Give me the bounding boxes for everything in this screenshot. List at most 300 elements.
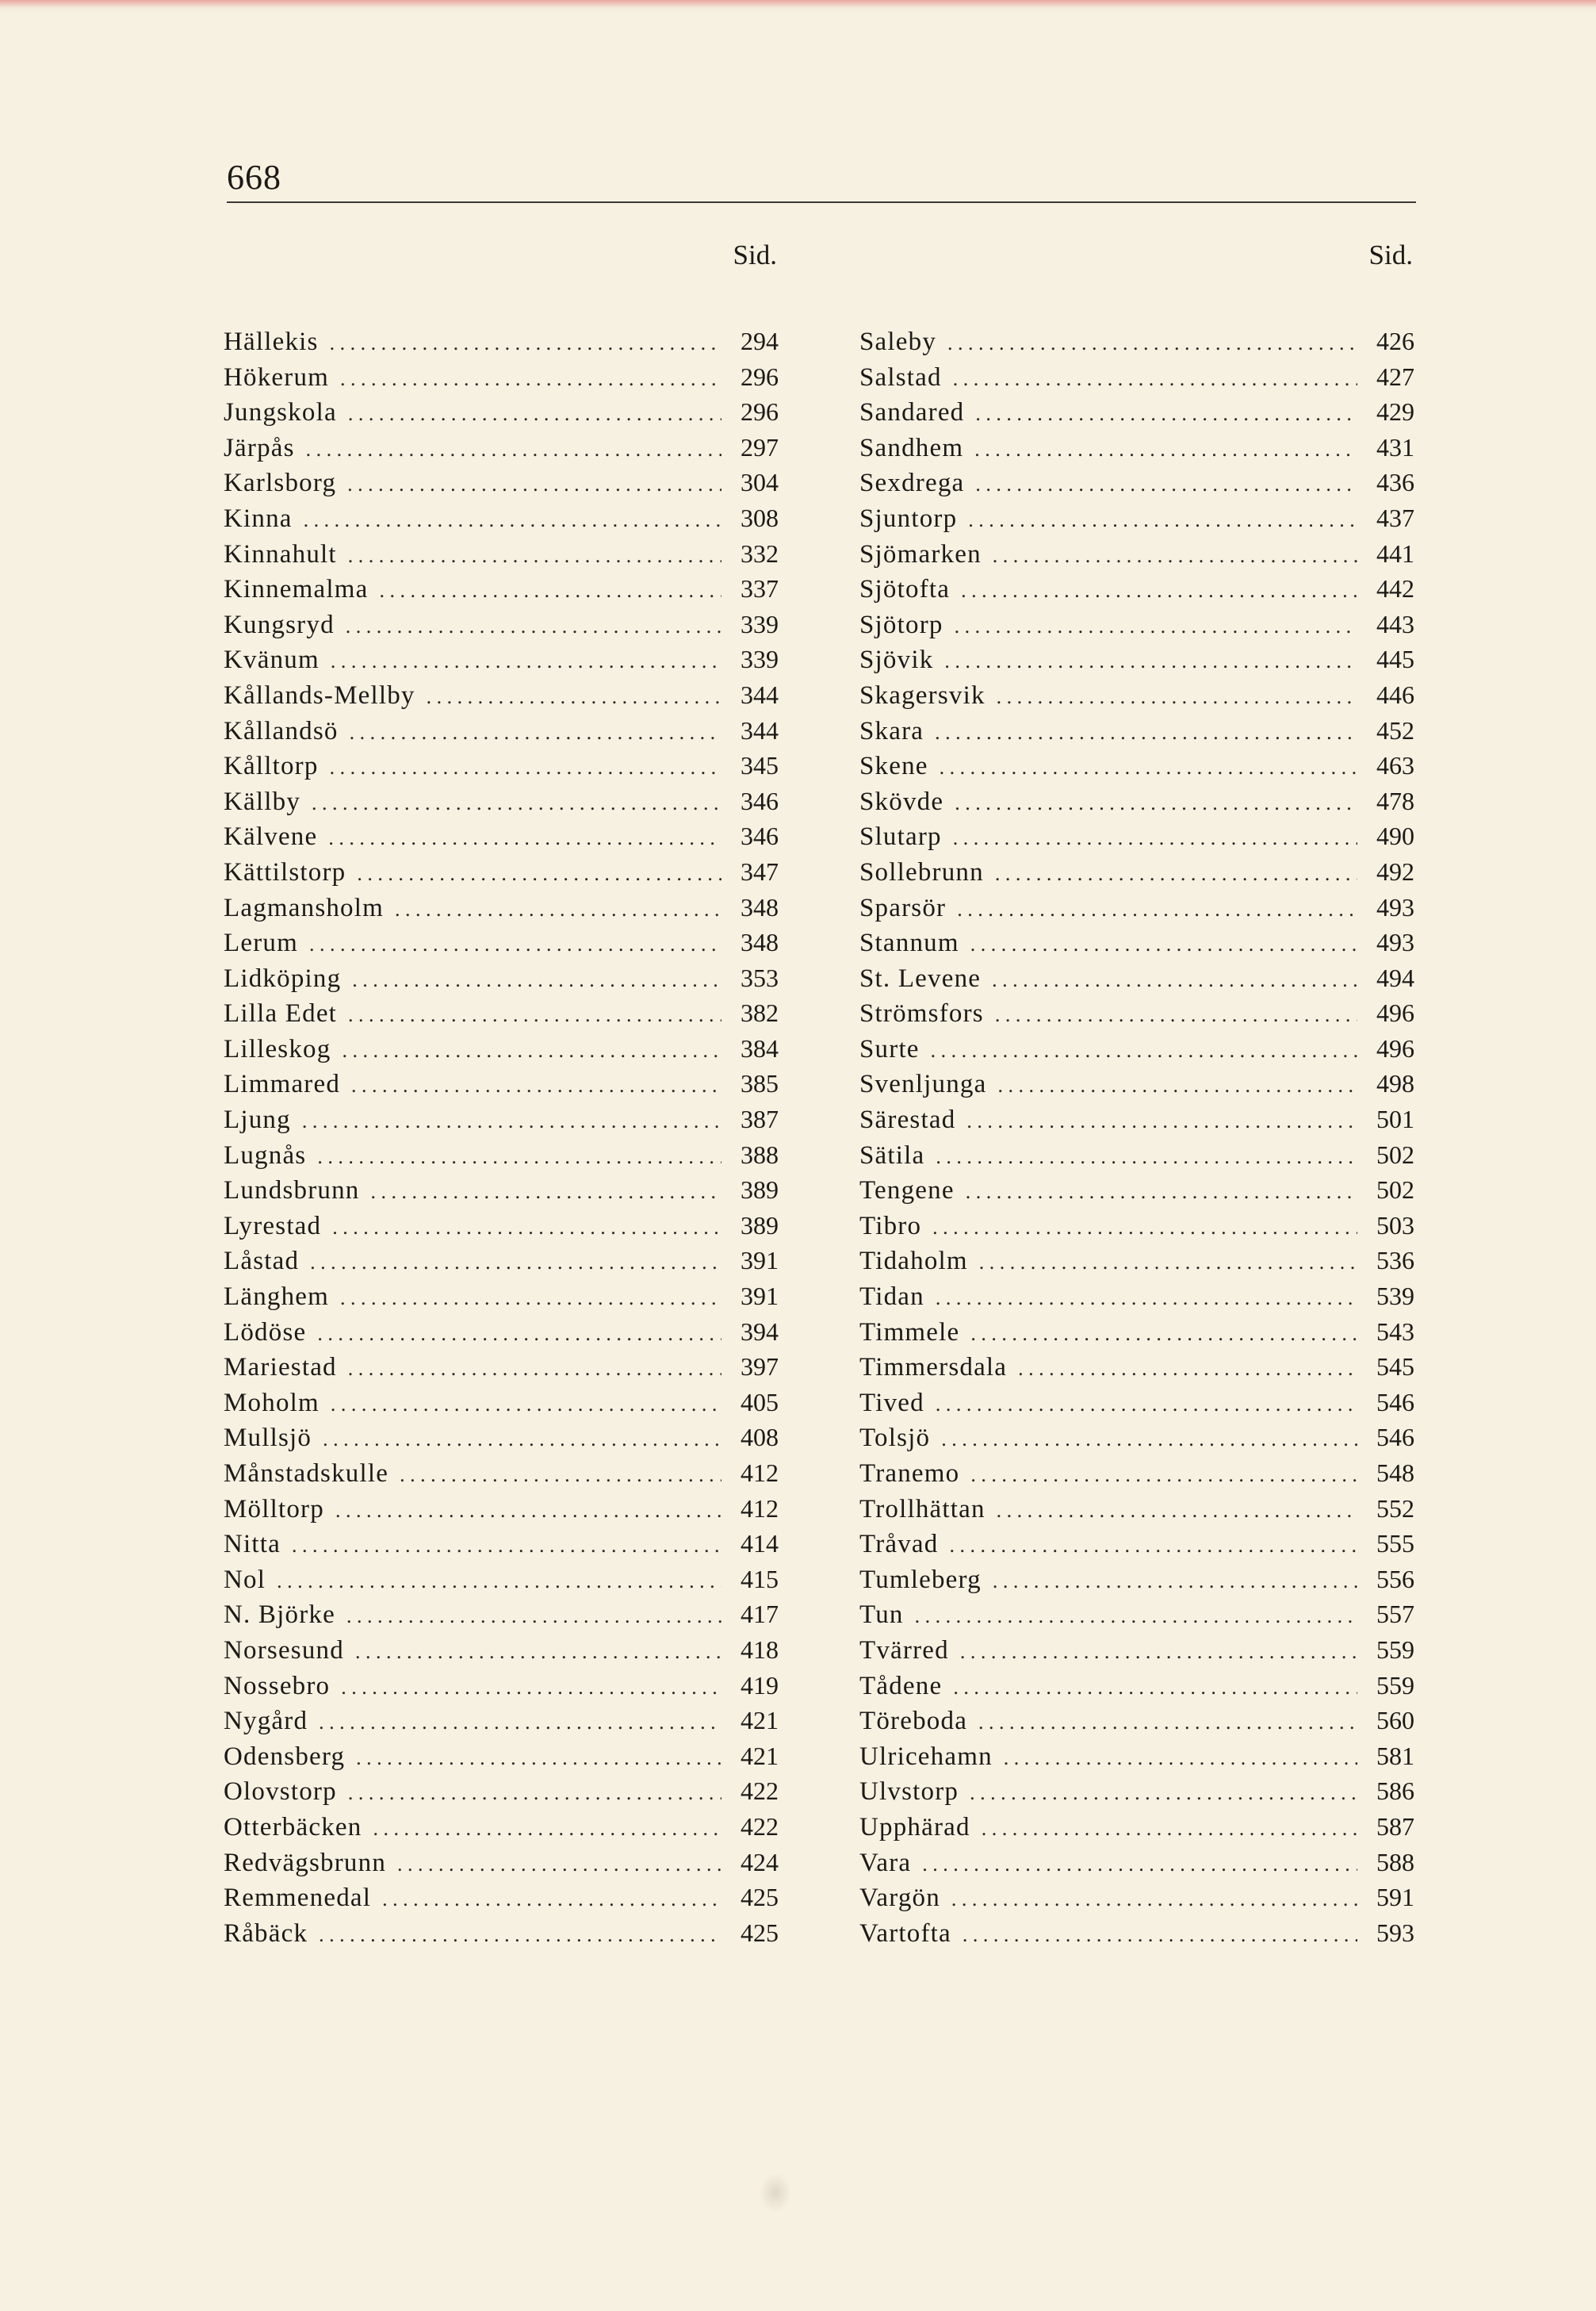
- index-entry: [224, 890, 779, 926]
- dot-leader: [310, 1245, 721, 1281]
- entry-place-name: Nygård: [224, 1707, 308, 1736]
- entry-place-name: Ljung: [224, 1106, 291, 1135]
- entry-place-name: St. Levene: [859, 964, 982, 993]
- index-entry: [224, 1278, 779, 1314]
- index-entry: [224, 1773, 779, 1809]
- index-entry: [859, 1243, 1414, 1278]
- dot-leader: [966, 1175, 1357, 1210]
- entry-page-number: 496: [1376, 998, 1414, 1028]
- index-entry: [224, 1809, 779, 1845]
- entry-page-number: 498: [1376, 1069, 1414, 1098]
- dot-leader: [330, 326, 721, 362]
- entry-place-name: Töreboda: [859, 1707, 968, 1736]
- entry-page-number: 419: [741, 1670, 779, 1700]
- entry-page-number: 405: [741, 1387, 779, 1416]
- entry-page-number: 546: [1376, 1387, 1414, 1416]
- entry-place-name: Sjuntorp: [859, 504, 958, 533]
- dot-leader: [997, 680, 1357, 715]
- dot-leader: [340, 362, 721, 397]
- entry-page-number: 412: [741, 1493, 779, 1523]
- index-entry: [859, 359, 1414, 395]
- index-entry: [224, 1314, 779, 1350]
- entry-place-name: Kvänum: [224, 646, 320, 675]
- dot-leader: [997, 1068, 1357, 1104]
- entry-page-number: 555: [1376, 1529, 1414, 1558]
- index-entry: [859, 1208, 1414, 1244]
- index-entry: [859, 1385, 1414, 1420]
- entry-place-name: Lagmansholm: [224, 893, 384, 922]
- index-entry: [859, 500, 1414, 536]
- entry-page-number: 387: [741, 1105, 779, 1134]
- entry-place-name: Karlsborg: [224, 469, 337, 498]
- dot-leader: [932, 1210, 1357, 1246]
- index-entry: [224, 1915, 779, 1951]
- entry-place-name: Sandhem: [859, 433, 964, 462]
- entry-page-number: 501: [1376, 1105, 1414, 1134]
- entry-page-number: 296: [741, 362, 779, 391]
- dot-leader: [382, 1882, 721, 1918]
- entry-page-number: 445: [1376, 645, 1414, 674]
- entry-place-name: Upphärad: [859, 1812, 970, 1842]
- entry-page-number: 545: [1376, 1352, 1414, 1382]
- dot-leader: [335, 1493, 721, 1529]
- index-entry: [224, 500, 779, 536]
- dot-leader: [935, 715, 1357, 751]
- index-list: [224, 324, 779, 1950]
- entry-place-name: Lugnås: [224, 1140, 307, 1170]
- index-entry: [224, 1596, 779, 1632]
- entry-place-name: Timmersdala: [859, 1353, 1008, 1382]
- dot-leader: [379, 573, 721, 609]
- index-entry: [224, 1526, 779, 1562]
- dot-leader: [936, 1387, 1357, 1423]
- index-entry: [224, 394, 779, 430]
- dot-leader: [350, 715, 721, 751]
- index-entry: [224, 1208, 779, 1244]
- index-entry: [859, 1066, 1414, 1102]
- entry-page-number: 348: [741, 892, 779, 922]
- entry-place-name: Vara: [859, 1848, 912, 1877]
- entry-place-name: Kinna: [224, 504, 293, 533]
- entry-page-number: 427: [1376, 362, 1414, 391]
- entry-place-name: Nitta: [224, 1530, 281, 1559]
- dot-leader: [304, 503, 721, 538]
- entry-place-name: Slutarp: [859, 822, 942, 852]
- dot-leader: [922, 1847, 1357, 1883]
- dot-leader: [992, 963, 1357, 998]
- index-entry: [859, 1880, 1414, 1915]
- index-entry: [224, 1066, 779, 1102]
- entry-page-number: 543: [1376, 1316, 1414, 1346]
- entry-place-name: Järpås: [224, 433, 295, 462]
- entry-place-name: Skene: [859, 752, 928, 781]
- dot-leader: [427, 680, 721, 715]
- index-entry: [859, 995, 1414, 1031]
- index-entry: [859, 1632, 1414, 1668]
- dot-leader: [348, 538, 721, 574]
- entry-page-number: 388: [741, 1140, 779, 1169]
- entry-place-name: N. Björke: [224, 1600, 335, 1630]
- page-edge: [0, 0, 1596, 13]
- entry-page-number: 346: [741, 822, 779, 851]
- dot-leader: [346, 609, 721, 645]
- entry-page-number: 436: [1376, 468, 1414, 497]
- dot-leader: [330, 750, 721, 786]
- entry-page-number: 339: [741, 645, 779, 674]
- index-entry: [859, 642, 1414, 677]
- dot-leader: [309, 927, 721, 963]
- entry-place-name: Kinnemalma: [224, 575, 369, 604]
- dot-leader: [342, 1033, 721, 1069]
- entry-page-number: 478: [1376, 786, 1414, 815]
- dot-leader: [951, 1882, 1357, 1918]
- entry-place-name: Källby: [224, 787, 301, 816]
- entry-page-number: 296: [741, 397, 779, 427]
- index-entry: [224, 1243, 779, 1278]
- index-entry: [859, 1703, 1414, 1738]
- index-entry: [224, 925, 779, 960]
- dot-leader: [1018, 1351, 1357, 1387]
- dot-leader: [995, 998, 1357, 1033]
- dot-leader: [328, 821, 721, 857]
- entry-place-name: Sjömarken: [859, 539, 982, 569]
- entry-place-name: Tolsjö: [859, 1424, 931, 1453]
- index-entry: [859, 1915, 1414, 1951]
- index-column-right: [859, 238, 1414, 1950]
- index-entry: [859, 818, 1414, 854]
- entry-place-name: Odensberg: [224, 1742, 346, 1771]
- entry-place-name: Kålltorp: [224, 752, 319, 781]
- entry-place-name: Kållands-Mellby: [224, 680, 415, 710]
- entry-page-number: 581: [1376, 1741, 1414, 1770]
- dot-leader: [931, 1033, 1357, 1069]
- entry-page-number: 294: [741, 327, 779, 355]
- dot-leader: [975, 397, 1357, 432]
- index-entry: [224, 1880, 779, 1915]
- dot-leader: [351, 1068, 721, 1104]
- entry-page-number: 426: [1376, 327, 1414, 355]
- entry-place-name: Tranemo: [859, 1459, 960, 1488]
- entry-place-name: Tibro: [859, 1211, 922, 1240]
- dot-leader: [947, 326, 1357, 362]
- dot-leader: [400, 1458, 721, 1493]
- dot-leader: [397, 1847, 721, 1883]
- entry-place-name: Svenljunga: [859, 1070, 987, 1099]
- dot-leader: [940, 750, 1357, 786]
- entry-page-number: 536: [1376, 1246, 1414, 1275]
- entry-place-name: Kättilstorp: [224, 857, 346, 887]
- dot-leader: [949, 1528, 1357, 1564]
- entry-place-name: Tidaholm: [859, 1247, 968, 1276]
- entry-page-number: 587: [1376, 1811, 1414, 1841]
- entry-page-number: 382: [741, 998, 779, 1028]
- index-entry: [224, 607, 779, 642]
- entry-place-name: Låstad: [224, 1247, 300, 1276]
- entry-page-number: 353: [741, 963, 779, 992]
- entry-place-name: Mölltorp: [224, 1494, 324, 1523]
- entry-place-name: Vargön: [859, 1884, 940, 1913]
- index-entry: [859, 1278, 1414, 1314]
- index-entry: [224, 1455, 779, 1491]
- dot-leader: [963, 1918, 1357, 1953]
- dot-leader: [341, 1670, 721, 1706]
- entry-page-number: 593: [1376, 1918, 1414, 1947]
- index-entry: [224, 854, 779, 890]
- entry-page-number: 391: [741, 1282, 779, 1311]
- entry-place-name: Sjötofta: [859, 575, 951, 604]
- entry-place-name: Surte: [859, 1034, 920, 1064]
- entry-page-number: 490: [1376, 822, 1414, 851]
- entry-place-name: Kållandsö: [224, 716, 339, 745]
- column-header-sid: Sid.: [1368, 240, 1413, 270]
- index-entry: [224, 1632, 779, 1668]
- entry-page-number: 492: [1376, 857, 1414, 886]
- entry-page-number: 429: [1376, 397, 1414, 427]
- entry-page-number: 557: [1376, 1600, 1414, 1629]
- index-entry: [224, 642, 779, 677]
- entry-place-name: Nossebro: [224, 1671, 331, 1700]
- entry-place-name: Moholm: [224, 1388, 320, 1417]
- index-entry: [224, 430, 779, 466]
- entry-page-number: 308: [741, 503, 779, 532]
- entry-place-name: Otterbäcken: [224, 1812, 362, 1842]
- index-entry: [224, 359, 779, 395]
- index-entry: [859, 1172, 1414, 1208]
- entry-place-name: Jungskola: [224, 398, 337, 427]
- entry-page-number: 539: [1376, 1282, 1414, 1311]
- dot-leader: [348, 1351, 721, 1387]
- dot-leader: [993, 1564, 1357, 1600]
- index-entry: [859, 1420, 1414, 1455]
- entry-page-number: 304: [741, 468, 779, 497]
- entry-page-number: 493: [1376, 892, 1414, 922]
- entry-page-number: 441: [1376, 538, 1414, 568]
- entry-place-name: Sjövik: [859, 646, 934, 675]
- entry-place-name: Lödöse: [224, 1317, 307, 1347]
- entry-place-name: Sandared: [859, 398, 965, 427]
- entry-page-number: 408: [741, 1423, 779, 1452]
- entry-place-name: Tengene: [859, 1176, 955, 1205]
- entry-page-number: 591: [1376, 1883, 1414, 1912]
- entry-page-number: 496: [1376, 1033, 1414, 1063]
- entry-place-name: Lidköping: [224, 964, 342, 993]
- entry-place-name: Kungsryd: [224, 610, 335, 639]
- dot-leader: [331, 644, 721, 680]
- entry-place-name: Hällekis: [224, 328, 319, 356]
- entry-page-number: 344: [741, 715, 779, 745]
- entry-page-number: 422: [741, 1811, 779, 1841]
- dot-leader: [970, 1316, 1357, 1352]
- index-entry: [859, 1491, 1414, 1527]
- dot-leader: [970, 927, 1357, 963]
- entry-place-name: Månstadskulle: [224, 1459, 389, 1488]
- index-entry: [224, 995, 779, 1031]
- index-entry: [859, 1349, 1414, 1385]
- dot-leader: [357, 857, 721, 892]
- entry-page-number: 384: [741, 1033, 779, 1063]
- index-entry: [859, 571, 1414, 607]
- dot-leader: [292, 1528, 721, 1564]
- entry-page-number: 446: [1376, 680, 1414, 709]
- dot-leader: [340, 1281, 721, 1316]
- dot-leader: [323, 1422, 721, 1458]
- entry-place-name: Saleby: [859, 328, 937, 356]
- entry-place-name: Länghem: [224, 1282, 330, 1312]
- page-number: 668: [227, 158, 281, 197]
- entry-page-number: 588: [1376, 1847, 1414, 1876]
- entry-page-number: 431: [1376, 432, 1414, 462]
- index-entry: [224, 1668, 779, 1704]
- dot-leader: [371, 1175, 722, 1210]
- index-entry: [859, 1845, 1414, 1880]
- entry-place-name: Strömsfors: [859, 999, 984, 1029]
- index-entry: [224, 1137, 779, 1173]
- entry-place-name: Nol: [224, 1565, 266, 1594]
- index-entry: [859, 430, 1414, 466]
- dot-leader: [332, 1210, 721, 1246]
- entry-page-number: 421: [741, 1741, 779, 1770]
- entry-place-name: Ulricehamn: [859, 1742, 993, 1771]
- entry-place-name: Salstad: [859, 362, 942, 392]
- dot-leader: [979, 1245, 1357, 1281]
- index-entry: [859, 1596, 1414, 1632]
- dot-leader: [953, 1670, 1357, 1706]
- index-entry: [859, 536, 1414, 572]
- index-entry: [859, 1773, 1414, 1809]
- dot-leader: [395, 892, 721, 928]
- dot-leader: [277, 1564, 721, 1600]
- entry-page-number: 389: [741, 1175, 779, 1205]
- index-entry: [859, 784, 1414, 819]
- entry-place-name: Lilleskog: [224, 1034, 331, 1064]
- entry-page-number: 443: [1376, 609, 1414, 638]
- entry-place-name: Remmenedal: [224, 1884, 372, 1913]
- index-entry: [224, 1102, 779, 1137]
- entry-page-number: 546: [1376, 1423, 1414, 1452]
- index-list: [859, 324, 1414, 1950]
- entry-place-name: Lerum: [224, 929, 298, 958]
- entry-page-number: 415: [741, 1564, 779, 1593]
- entry-page-number: 559: [1376, 1670, 1414, 1700]
- index-entry: [859, 854, 1414, 890]
- entry-place-name: Tådene: [859, 1671, 943, 1700]
- dot-leader: [936, 1140, 1357, 1175]
- entry-page-number: 452: [1376, 715, 1414, 745]
- entry-page-number: 552: [1376, 1493, 1414, 1523]
- index-entry: [224, 784, 779, 819]
- index-entry: [224, 1703, 779, 1738]
- dot-leader: [352, 963, 721, 998]
- index-entry: [859, 1314, 1414, 1350]
- dot-leader: [968, 503, 1357, 538]
- dot-leader: [356, 1741, 721, 1776]
- dot-leader: [348, 1776, 721, 1811]
- dot-leader: [997, 1493, 1357, 1529]
- index-entry: [224, 1172, 779, 1208]
- entry-place-name: Stannum: [859, 929, 959, 958]
- dot-leader: [978, 1705, 1357, 1741]
- index-entry: [859, 607, 1414, 642]
- entry-page-number: 503: [1376, 1210, 1414, 1240]
- index-entry: [859, 465, 1414, 500]
- entry-page-number: 425: [741, 1883, 779, 1912]
- dot-leader: [319, 1918, 721, 1953]
- entry-page-number: 586: [1376, 1776, 1414, 1806]
- entry-page-number: 559: [1376, 1635, 1414, 1664]
- entry-page-number: 345: [741, 751, 779, 780]
- index-entry: [859, 713, 1414, 749]
- dot-leader: [348, 397, 721, 432]
- entry-page-number: 425: [741, 1918, 779, 1947]
- dot-leader: [355, 1635, 721, 1670]
- index-entry: [224, 465, 779, 500]
- entry-page-number: 337: [741, 574, 779, 604]
- dot-leader: [331, 1387, 721, 1423]
- entry-place-name: Sjötorp: [859, 610, 943, 639]
- dot-leader: [995, 857, 1357, 892]
- entry-place-name: Vartofta: [859, 1918, 951, 1948]
- entry-page-number: 417: [741, 1600, 779, 1629]
- entry-place-name: Ulvstorp: [859, 1777, 959, 1807]
- dot-leader: [974, 432, 1357, 468]
- entry-page-number: 389: [741, 1210, 779, 1240]
- dot-leader: [941, 1422, 1357, 1458]
- dot-leader: [970, 1776, 1357, 1811]
- index-entry: [224, 1420, 779, 1455]
- dot-leader: [1004, 1741, 1357, 1776]
- index-entry: [859, 1809, 1414, 1845]
- dot-leader: [953, 821, 1357, 857]
- entry-page-number: 394: [741, 1316, 779, 1346]
- entry-place-name: Olovstorp: [224, 1777, 337, 1807]
- entry-place-name: Tidan: [859, 1282, 924, 1312]
- index-entry: [859, 1738, 1414, 1774]
- index-entry: [859, 1137, 1414, 1173]
- entry-page-number: 502: [1376, 1140, 1414, 1169]
- entry-place-name: Redvägsbrunn: [224, 1848, 387, 1877]
- entry-place-name: Lundsbrunn: [224, 1176, 360, 1205]
- index-entry: [859, 925, 1414, 960]
- entry-place-name: Tvärred: [859, 1635, 949, 1665]
- entry-place-name: Tived: [859, 1388, 924, 1417]
- index-entry: [224, 1385, 779, 1420]
- index-entry: [859, 677, 1414, 713]
- dot-leader: [982, 1811, 1357, 1847]
- index-entry: [224, 748, 779, 784]
- entry-page-number: 339: [741, 609, 779, 638]
- header-rule: [227, 201, 1416, 203]
- entry-place-name: Skagersvik: [859, 680, 986, 710]
- entry-place-name: Tråvad: [859, 1530, 939, 1559]
- entry-place-name: Kinnahult: [224, 539, 337, 569]
- entry-place-name: Lilla Edet: [224, 999, 338, 1029]
- dot-leader: [955, 786, 1357, 822]
- index-column-left: [224, 238, 779, 1950]
- index-entry: [224, 677, 779, 713]
- entry-page-number: 414: [741, 1529, 779, 1558]
- entry-page-number: 412: [741, 1458, 779, 1487]
- dot-leader: [319, 1705, 721, 1741]
- index-entry: [224, 1349, 779, 1385]
- entry-place-name: Skara: [859, 716, 924, 745]
- entry-page-number: 422: [741, 1776, 779, 1806]
- dot-leader: [915, 1599, 1357, 1635]
- dot-leader: [955, 609, 1357, 645]
- index-entry: [859, 324, 1414, 359]
- entry-place-name: Limmared: [224, 1070, 341, 1099]
- entry-place-name: Råbäck: [224, 1918, 308, 1948]
- index-entry: [859, 748, 1414, 784]
